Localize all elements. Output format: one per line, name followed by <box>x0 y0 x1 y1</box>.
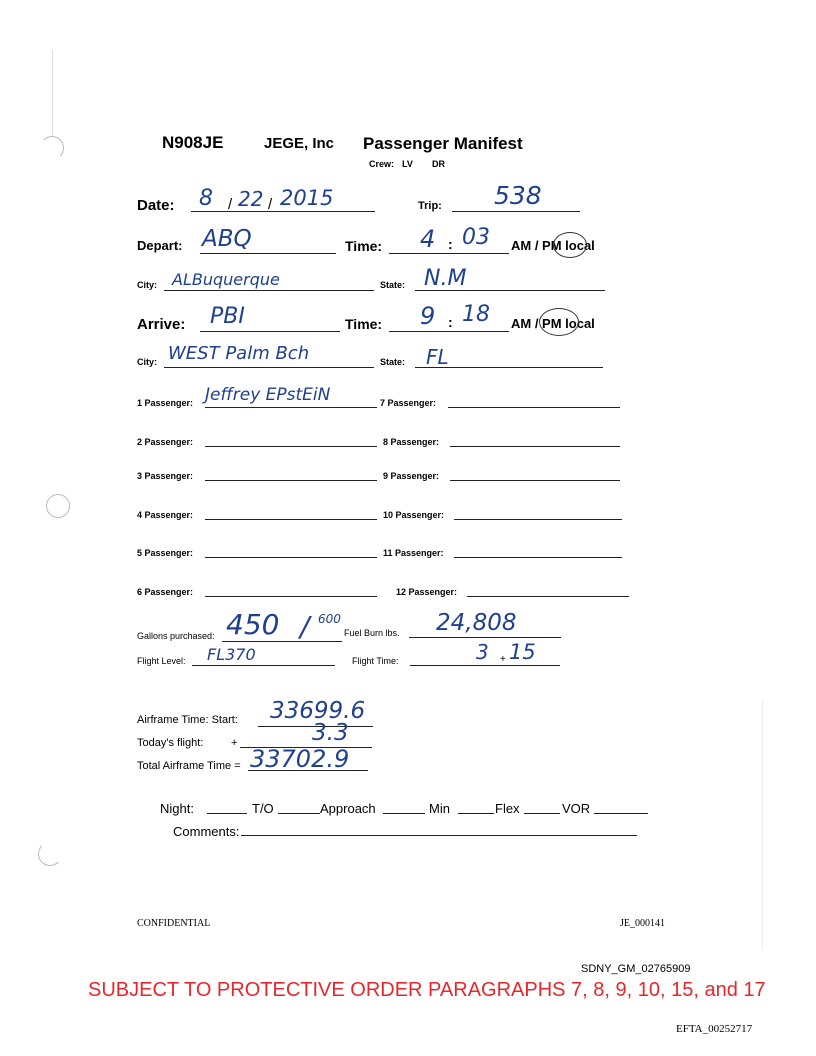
sdny-bates-number: SDNY_GM_02765909 <box>581 963 691 975</box>
todays-flight-label: Today's flight: <box>137 737 204 749</box>
arrive-airport: PBI <box>210 304 245 329</box>
arrive-minute: 18 <box>462 302 490 327</box>
flight-level: FL370 <box>207 645 256 664</box>
airframe-start-label: Airframe Time: Start: <box>137 714 238 726</box>
arrive-pm-circle <box>539 308 579 336</box>
passenger-label-9: 9 Passenger: <box>383 471 440 481</box>
date-sep-2: / <box>268 196 273 213</box>
passenger-line-3 <box>205 480 377 481</box>
flight-level-line <box>192 665 335 666</box>
flex-label: Flex <box>495 801 520 816</box>
arrive-city-label: City: <box>137 357 157 367</box>
arrive-time-colon: : <box>448 314 453 330</box>
arrive-city-line <box>164 367 374 368</box>
date-month: 8 <box>199 186 213 211</box>
depart-minute: 03 <box>462 225 490 250</box>
flight-time-plus: + <box>500 654 506 665</box>
arrive-time-line <box>389 331 509 332</box>
gallons-alternate: 600 <box>318 612 341 626</box>
approach-line <box>383 813 425 814</box>
depart-state: N.M <box>424 266 467 291</box>
trip-label: Trip: <box>418 200 442 212</box>
passenger-line-9 <box>450 480 620 481</box>
takeoff-line <box>278 813 320 814</box>
flex-line <box>524 813 560 814</box>
depart-pm-circle <box>553 232 587 258</box>
depart-city-label: City: <box>137 280 157 290</box>
fuel-burn: 24,808 <box>436 610 517 636</box>
passenger-label-1: 1 Passenger: <box>137 398 194 408</box>
passenger-label-5: 5 Passenger: <box>137 548 194 558</box>
takeoff-label: T/O <box>252 801 274 816</box>
trip-number: 538 <box>494 181 542 210</box>
passenger-line-7 <box>448 407 620 408</box>
passenger-label-6: 6 Passenger: <box>137 587 194 597</box>
depart-city-line <box>164 290 374 291</box>
passenger-line-2 <box>205 446 377 447</box>
arrive-time-label: Time: <box>345 316 383 332</box>
flight-time-minutes: 15 <box>509 640 536 664</box>
fuel-burn-label: Fuel Burn lbs. <box>344 628 400 638</box>
passenger-line-4 <box>205 519 377 520</box>
depart-hour: 4 <box>420 225 436 253</box>
arrive-label: Arrive: <box>137 316 186 333</box>
passenger-label-8: 8 Passenger: <box>383 437 440 447</box>
passenger-line-8 <box>450 446 620 447</box>
total-airframe-label: Total Airframe Time = <box>137 760 241 772</box>
passenger-label-4: 4 Passenger: <box>137 510 194 520</box>
passenger-label-2: 2 Passenger: <box>137 437 194 447</box>
arrive-state: FL <box>426 345 449 369</box>
passenger-label-10: 10 Passenger: <box>383 510 445 520</box>
confidential-label: CONFIDENTIAL <box>137 918 211 929</box>
passenger-label-3: 3 Passenger: <box>137 471 194 481</box>
je-document-number: JE_000141 <box>620 918 665 929</box>
company-name: JEGE, Inc <box>264 135 335 152</box>
arrive-hour: 9 <box>420 302 436 330</box>
vor-line <box>594 813 648 814</box>
date-sep-1: / <box>228 196 233 213</box>
binder-hole-middle <box>46 494 70 518</box>
night-line <box>207 813 247 814</box>
depart-label: Depart: <box>137 238 183 253</box>
arrive-ampm-local: AM / PM local <box>511 316 595 331</box>
passenger-label-12: 12 Passenger: <box>396 587 458 597</box>
arrive-city: WEST Palm Bch <box>168 343 310 364</box>
tail-number: N908JE <box>162 133 224 152</box>
protective-order-notice: SUBJECT TO PROTECTIVE ORDER PARAGRAPHS 7, 8, 9, 10, 15, and 17 <box>88 979 766 1001</box>
flight-time-label: Flight Time: <box>352 656 399 666</box>
passenger-label-11: 11 Passenger: <box>383 548 444 558</box>
fuel-burn-line <box>409 637 561 638</box>
todays-flight-plus: + <box>231 737 238 749</box>
crew-member-2: DR <box>432 159 445 169</box>
arrive-state-label: State: <box>380 357 406 367</box>
gallons-purchased-label: Gallons purchased: <box>137 631 215 641</box>
crew-label: Crew: <box>369 159 395 169</box>
depart-line <box>200 253 336 254</box>
depart-time-colon: : <box>448 236 453 252</box>
document-title: Passenger Manifest <box>363 134 523 153</box>
crew-member-1: LV <box>402 159 413 169</box>
gallons-purchased: 450 <box>226 608 280 641</box>
todays-flight: 3.3 <box>312 720 349 746</box>
depart-ampm-local: AM / PM local <box>511 238 595 253</box>
depart-airport: ABQ <box>202 226 252 252</box>
min-line <box>458 813 494 814</box>
binder-hole-top <box>40 136 64 160</box>
page-edge-left <box>52 50 53 150</box>
flight-level-label: Flight Level: <box>137 656 186 666</box>
efta-number: EFTA_00252717 <box>676 1023 753 1035</box>
date-line <box>191 211 375 212</box>
passenger-line-12 <box>467 596 629 597</box>
passenger-line-11 <box>454 557 622 558</box>
night-label: Night: <box>160 801 194 816</box>
arrive-line <box>200 331 340 332</box>
passenger-name-1: Jeffrey EPstEiN <box>205 385 331 405</box>
date-year: 2015 <box>280 186 334 210</box>
depart-state-label: State: <box>380 280 406 290</box>
date-day: 22 <box>238 187 264 211</box>
passenger-line-1 <box>205 407 377 408</box>
flight-time-hours: 3 <box>476 640 489 664</box>
vor-label: VOR <box>562 801 591 816</box>
date-label: Date: <box>137 197 175 214</box>
page-edge-right <box>762 700 763 950</box>
approach-label: Approach <box>320 801 376 816</box>
passenger-line-5 <box>205 557 377 558</box>
gallons-line <box>222 641 342 642</box>
passenger-label-7: 7 Passenger: <box>380 398 437 408</box>
binder-hole-bottom <box>38 842 62 866</box>
passenger-line-6 <box>205 596 377 597</box>
depart-time-line <box>389 253 509 254</box>
total-airframe: 33702.9 <box>250 745 350 773</box>
trip-line <box>452 211 580 212</box>
depart-time-label: Time: <box>345 238 383 254</box>
airframe-start: 33699.6 <box>270 698 366 724</box>
flight-time-line <box>410 665 560 666</box>
comments-label: Comments: <box>173 824 240 839</box>
passenger-line-10 <box>454 519 622 520</box>
min-label: Min <box>429 801 450 816</box>
depart-city: ALBuquerque <box>172 270 280 289</box>
comments-line <box>241 835 637 836</box>
gallons-separator: / <box>300 610 310 643</box>
